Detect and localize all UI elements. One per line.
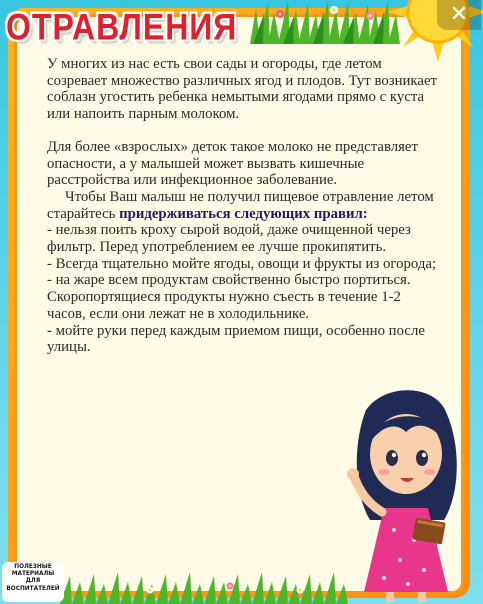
rule-water: - нельзя поить кроху сырой водой, даже очищенной через фильтр. Перед употреблением ее лучше прокипятить. (47, 222, 411, 256)
rule-hands: - мойте руки перед каждым приемом пищи, особенно после улицы. (47, 322, 425, 356)
paragraph-adults: Для более «взрослых» деток такое молоко не представляет опасности, а у малышей может вызвать кишечные расстройства или инфекционное заболевание. (47, 138, 418, 189)
rules-label: придерживаться следующих правил: (119, 205, 368, 222)
publisher-logo (2, 562, 64, 602)
paragraph-intro: У многих из нас есть свои сады и огороды, где летом созревает множество различных ягод и плодов. Тут возникает соблазн угостить ребенка немытыми ягодами прямо с куста или напоить парным молоком. (47, 56, 437, 123)
rule-heat: - на жаре всем продуктам свойственно быстро портиться. Скоропортящиеся продукты нужно съесть в течение 1-2 часов, если они лежат не в холодильнике. (47, 272, 411, 322)
logo-line-4: ВОСПИТАТЕЛЕЙ (6, 585, 60, 592)
close-button[interactable] (437, 0, 481, 30)
rules-intro-text: Чтобы Ваш малыш не получил пищевое отравление летом старайтесь (47, 188, 434, 222)
page-title: ОТРАВЛЕНИЯ (6, 6, 238, 48)
paragraph-rules-intro (47, 189, 442, 222)
rule-wash: - Всегда тщательно мойте ягоды, овощи и фрукты из огорода; (47, 255, 437, 272)
close-icon: ✕ (449, 2, 469, 27)
title-banner (0, 6, 262, 48)
logo-line-1: ПОЛЕЗНЫЕ (14, 564, 52, 570)
logo-line-3: ДЛЯ (25, 578, 41, 585)
article-text (47, 56, 442, 356)
logo-line-2: МАТЕРИАЛЫ (11, 571, 55, 578)
girl-illustration (344, 380, 469, 602)
